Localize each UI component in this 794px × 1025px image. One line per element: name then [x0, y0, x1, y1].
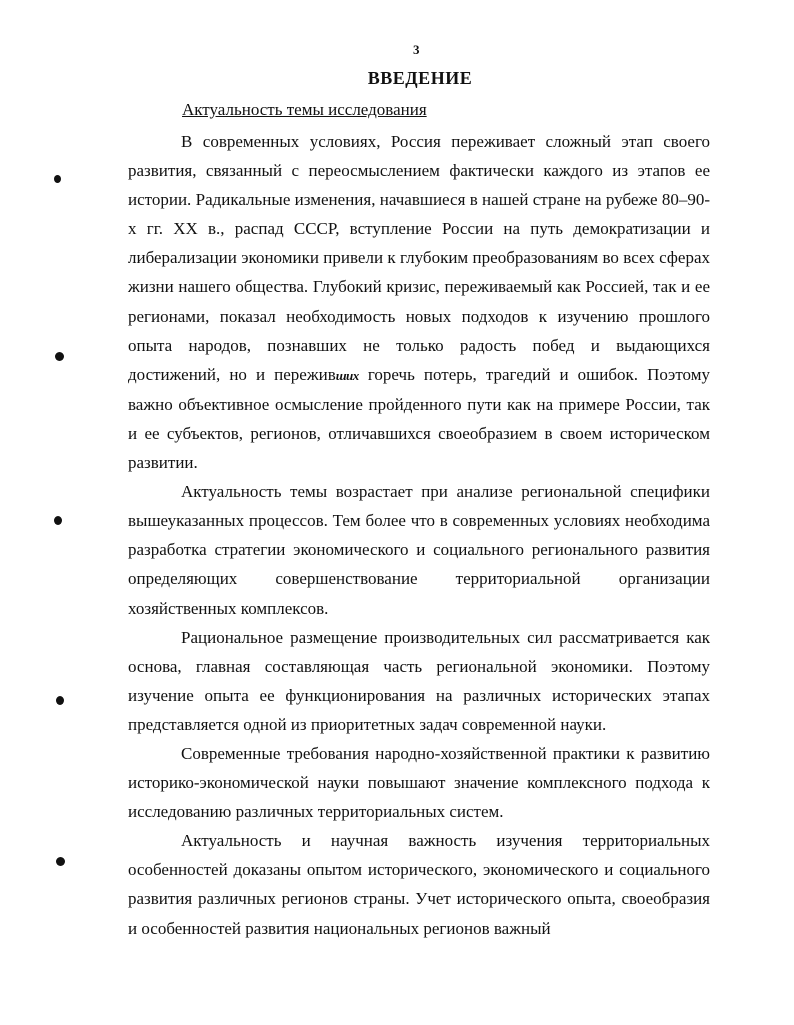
paragraph: Актуальность темы возрастает при анализе региональной специфики вышеуказанных процессов. Тем более что в современных условиях необходима разработка стратегии экономического и социального регионального развития определяющих совершенствование территориальной организации хозяйственных комплексов.: [128, 482, 710, 618]
section-subheading: Актуальность темы исследования: [182, 100, 427, 119]
page-number: 3: [413, 42, 420, 57]
binding-hole-mark: [54, 516, 62, 525]
binding-hole-mark: [55, 352, 64, 361]
binding-hole-mark: [56, 696, 64, 705]
handwritten-correction: ших: [335, 367, 359, 383]
binding-hole-mark: [56, 857, 65, 866]
body-text: [128, 127, 710, 943]
paragraph: Современные требования народно-хозяйственной практики к развитию историко-экономической науки повышают значение комплексного подхода к исследованию различных территориальных систем.: [128, 743, 710, 822]
paragraph: В современных условиях, Россия переживает сложный этап своего развития, связанный с переосмыслением фактически каждого из этапов ее истории. Радикальные изменения, начавшиеся в нашей стране на рубеже 80–90-х гг. XX в., распад СССР, вступление России на путь демократизации и либерализации экономики привели к глубоким преобразованиям во всех сферах жизни нашего общества. Глубокий кризис, переживаемый как Россией, так и ее регионами, показал необходимость новых подходов к изучению прошлого опыта народов, познавших не только радость побед и выдающихся достижений, но и переживших горечь потерь, трагедий и ошибок. Поэтому важно объективное осмысление пройденного пути как на примере России, так и ее субъектов, регионов, отличавшихся своеобразием в своем историческом развитии.: [128, 132, 710, 473]
paragraph: Рациональное размещение производительных сил рассматривается как основа, главная составляющая часть региональной экономики. Поэтому изучение опыта ее функционирования на различных исторических этапах представляется одной из приоритетных задач современной науки.: [128, 627, 710, 734]
binding-hole-mark: [54, 175, 61, 183]
paragraph: Актуальность и научная важность изучения территориальных особенностей доказаны опытом исторического, экономического и социального развития различных регионов страны. Учет исторического опыта, своеобразия и особенностей развития национальных регионов важный: [128, 831, 710, 938]
page-title: ВВЕДЕНИЕ: [367, 68, 473, 88]
